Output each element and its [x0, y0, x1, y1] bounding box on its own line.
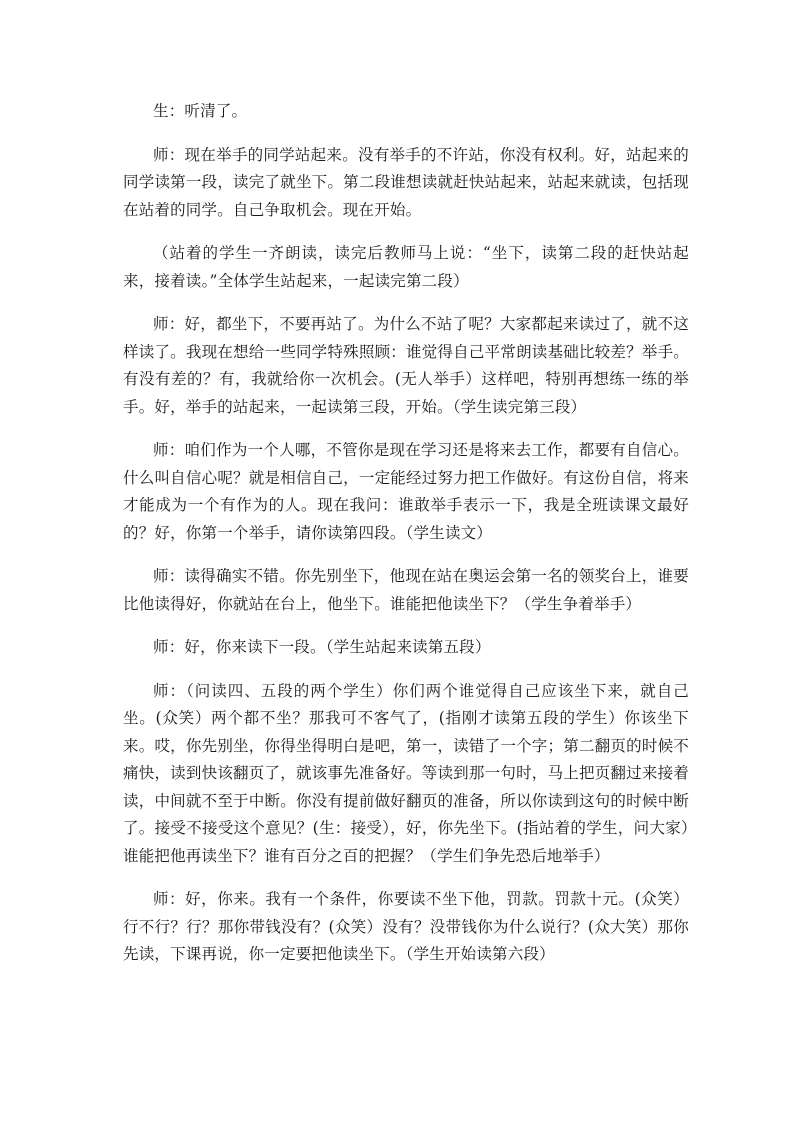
- paragraph-8: 师：（问读四、五段的两个学生）你们两个谁觉得自己应该坐下来，就自己坐。(众笑）两个都不坐？那我可不客气了，(指刚才读第五段的学生）你该坐下来。哎，你先别坐，你得坐得明白是吧，第一，读错了一个字；第二翻页的时候不痛快，读到快该翻页了，就该事先准备好。等读到那一句时，马上把页翻过来接着读，中间就不至于中断。你没有提前做好翻页的准备，所以你读到这句的时候中断了。接受不接受这个意见？(生：接受），好，你先坐下。(指站着的学生，问大家）谁能把他再读坐下？谁有百分之百的把握？（学生们争先恐后地举手）: [123, 681, 689, 865]
- paragraph-4: 师：好，都坐下，不要再站了。为什么不站了呢？大家都起来读过了，就不这样读了。我现在想给一些同学特殊照顾：谁觉得自己平常朗读基础比较差？举手。有没有差的？有，我就给你一次机会。(无人举手）这样吧，特别再想练一练的举手。好，举手的站起来，一起读第三段，开始。（学生读完第三段）: [123, 315, 689, 416]
- paragraph-1: 生：听清了。: [153, 102, 248, 120]
- paragraph-9: 师：好，你来。我有一个条件，你要读不坐下他，罚款。罚款十元。(众笑）行不行？行？那你带钱没有？(众笑）没有？没带钱你为什么说行？(众大笑）那你先读，下课再说，你一定要把他读坐下。（学生开始读第六段）: [123, 890, 689, 963]
- document-body: [123, 98, 689, 985]
- paragraph-7: 师：好，你来读下一段。（学生站起来读第五段）: [153, 638, 491, 656]
- paragraph-3: （站着的学生一齐朗读，读完后教师马上说：“坐下，读第二段的赶快站起来，接着读。”全体学生站起来，一起读完第二段）: [123, 244, 689, 290]
- paragraph-2: 师：现在举手的同学站起来。没有举手的不许站，你没有权利。好，站起来的同学读第一段，读完了就坐下。第二段谁想读就赶快站起来，站起来就读，包括现在站着的同学。自己争取机会。现在开始。: [123, 145, 689, 219]
- paragraph-6: 师：读得确实不错。你先别坐下，他现在站在奥运会第一名的领奖台上，谁要比他读得好，你就站在台上，他坐下。谁能把他读坐下？（学生争着举手）: [123, 567, 689, 613]
- paragraph-5: 师：咱们作为一个人哪，不管你是现在学习还是将来去工作，都要有自信心。什么叫自信心呢？就是相信自己，一定能经过努力把工作做好。有这份自信，将来才能成为一个有作为的人。现在我问：谁敢举手表示一下，我是全班读课文最好的？好，你第一个举手，请你读第四段。（学生读文）: [123, 441, 689, 542]
